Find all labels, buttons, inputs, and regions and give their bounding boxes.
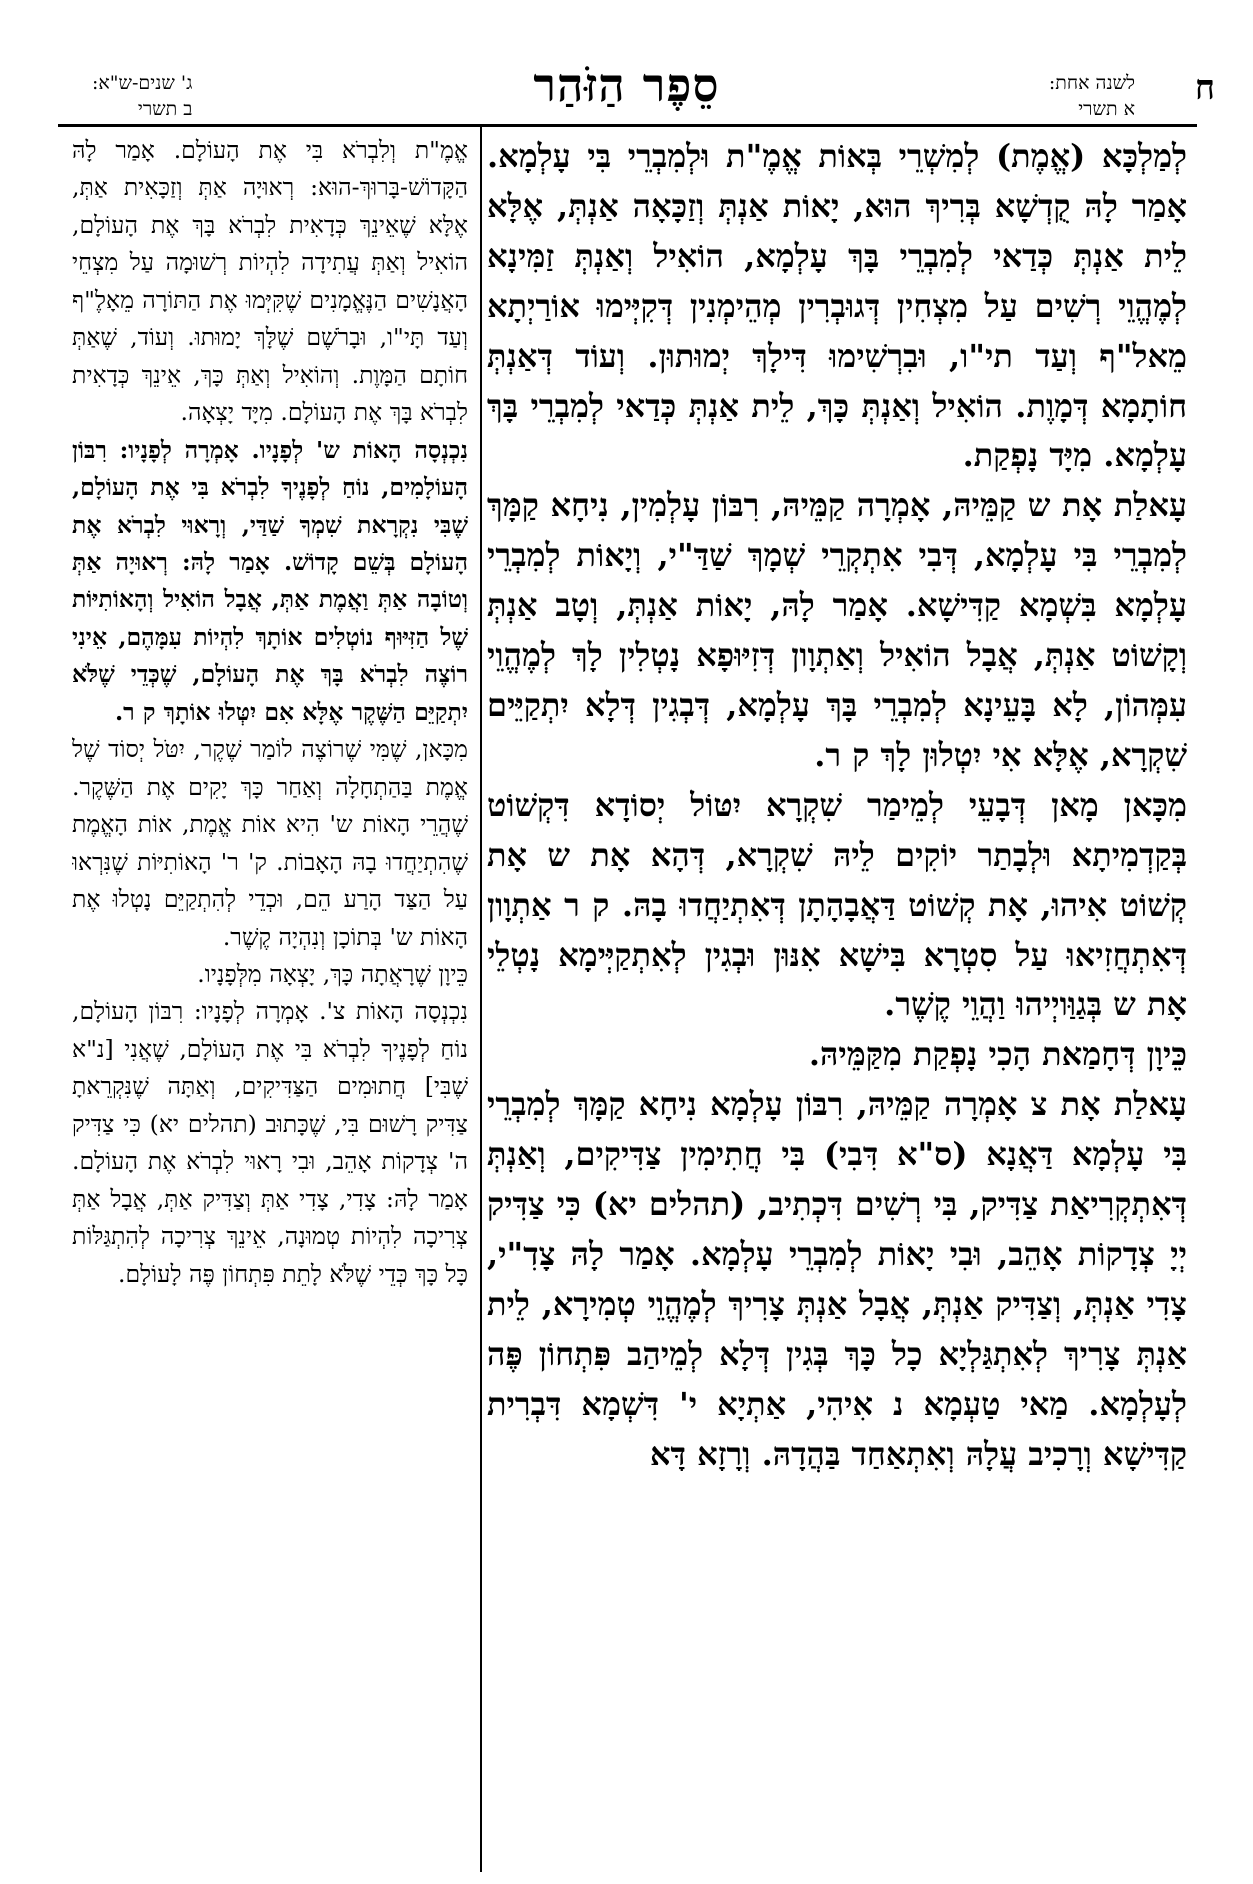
header-right-line2: א תשרי	[1078, 98, 1135, 120]
translation-paragraph: נִכְנְסָה הָאוֹת ש' לְפָנָיו. אָמְרָה לְפָנָיו: רִבּוֹן הָעוֹלָמִים, נוֹחַ לְפָנֶיךָ לִבְרֹא בִּי אֶת הָעוֹלָם, שֶׁבִּי נִקְרָאת שִׁמְךָ שַׁדַּי, וְרָאוּי לִבְרֹא אֶת הָעוֹלָם בְּשֵׁם קָדוֹשׁ. אָמַר לָהּ: רְאוּיָה אַתְּ וְטוֹבָה אַתְּ וַאֲמֶת אַתְּ, אֲבָל הוֹאִיל וְהָאוֹתִיּוֹת שֶׁל הַזִּיּוּף נוֹטְלִים אוֹתָךְ לִהְיוֹת עִמָּהֶם, אֵינִי רוֹצֶה לִבְרֹא בָּךְ אֶת הָעוֹלָם, שֶׁכְּדֵי שֶׁלֹּא יִתְקַיֵּם הַשֶּׁקֶר אֶלָּא אִם יִטְּלוּ אוֹתָךְ ק ר.	[72, 435, 468, 726]
translation-paragraph: נִכְנְסָה הָאוֹת צ'. אָמְרָה לְפָנָיו: רִבּוֹן הָעוֹלָם, נוֹחַ לְפָנֶיךָ לִבְרֹא בִּי אֶת הָעוֹלָם, שֶׁאֲנִי [נ"א שֶׁבִּי] חֲתוּמִים הַצַּדִּיקִים, וְאַתָּה שֶׁנִּקְרֵאתָ צַדִּיק רָשׁוּם בִּי, שֶׁכָּתוּב (תהלים יא) כִּי צַדִּיק ה' צְדָקוֹת אָהֵב, וּבִי רָאוּי לִבְרֹא אֶת הָעוֹלָם. אָמַר לָהּ: צָדִי, צָדִי אַתְּ וְצַדִּיק אַתְּ, אֲבָל אַתְּ צְרִיכָה לִהְיוֹת טְמוּנָה, אֵינֵךְ צְרִיכָה לְהִתְגַּלּוֹת כָּל כָּךְ כְּדֵי שֶׁלֹּא לָתֵת פִּתְחוֹן פֶּה לָעוֹלָם.	[72, 997, 468, 1288]
translation-paragraph: כֵּיוָן שֶׁרָאֲתָה כָּךְ, יָצְאָה מִלְּפָנָיו.	[197, 959, 468, 988]
book-title: סֵפֶר הַזֹּהַר	[533, 58, 720, 112]
aramaic-text-column	[487, 132, 1187, 1872]
header-left-reading-schedule	[92, 70, 192, 122]
main-paragraph: עָאלַת אָת צ אָמְרָה קַמֵּיהּ, רִבּוֹן עָלְמָא נִיחָא קַמָּךְ לְמִבְרֵי בִּי עָלְמָא דַּאֲנָא (ס"א דִּבִי) בִּי חֲתִימִין צַדִּיקִים, וְאַנְתְּ דְּאִתְקְרִיאַת צַדִּיק, בִּי רְשִׁים דִּכְתִיב, (תהלים יא) כִּי צַדִּיק יְיָ צְדָקוֹת אָהֵב, וּבִי יָאוֹת לְמִבְרֵי עָלְמָא. אָמַר לָהּ צָדִ"י, צָדִי אַנְתְּ, וְצַדִּיק אַנְתְּ, אֲבָל אַנְתְּ צָרִיךְ לְמֶהֱוֵי טְמִירָא, לֵית אַנְתְּ צָרִיךְ לְאִתְגַּלְיָא כָל כָּךְ בְּגִין דְּלָא לְמֵיהַב פִּתְחוֹן פֶּה לְעָלְמָא. מַאי טַעְמָא נ אִיהִי, אַתְיָא י' דִּשְׁמָא דִּבְרִית קַדִּישָׁא וְרָכִיב עֲלָהּ וְאִתְאַחַד בַּהֲדָהּ. וְרָזָא דָּא	[487, 1085, 1187, 1473]
main-paragraph: עָאלַת אָת ש קַמֵּיהּ, אָמְרָה קַמֵּיהּ, רִבּוֹן עָלְמִין, נִיחָא קַמָּךְ לְמִבְרֵי בִּי עָלְמָא, דְּבִי אִתְקְרֵי שְׁמָךְ שַׁדַּ"י, וְיָאוֹת לְמִבְרֵי עָלְמָא בִּשְׁמָא קַדִּישָׁא. אָמַר לָהּ, יָאוֹת אַנְתְּ, וְטָב אַנְתְּ וְקָשׁוֹט אַנְתְּ, אֲבָל הוֹאִיל וְאַתְוָון דְּזִיּוּפָא נָטְלִין לָךְ לְמֶהֱוֵי עִמְּהוֹן, לָא בָּעֵינָא לְמִבְרֵי בָּךְ עָלְמָא, דְּבְגִין דְּלָא יִתְקַיֵּים שִׁקְרָא, אֶלָּא אִי יִטְלוּן לָךְ ק ר.	[487, 486, 1187, 774]
main-paragraph: מִכָּאן מָאן דְּבָעֵי לְמֵימַר שִׁקְרָא יִטּוֹל יְסוֹדָא דִּקְשׁוֹט בְּקַדְמִיתָא וּלְבָתַר יוֹקִים לֵיהּ שִׁקְרָא, דְּהָא אָת ש אָת קְשׁוֹט אִיהוּ, אָת קְשׁוֹט דַּאֲבָהָתָן דְּאִתְיַחֲדוּ בָהּ. ק ר אַתְוָון דְּאִתְחֲזִיאוּ עַל סִטְרָא בִּישָׁא אִנּוּן וּבְגִין לְאִתְקַיְּימָא נָטְלֵי אָת ש בְּגַוַּויְיהוּ וַהֲוֵי קֶשֶׁר.	[487, 785, 1187, 1024]
header-right-line1: לשנה אחת:	[1048, 72, 1135, 94]
main-paragraph: לְמַלְכָּא (אֱמֶת) לְמִשְׁרֵי בְּאוֹת אֱמֶ"ת וּלְמִבְרֵי בִּי עָלְמָא. אָמַר לָהּ קֻדְשָׁא בְּרִיךְ הוּא, יָאוֹת אַנְתְּ וְזַכָּאָה אַנְתְּ, אֶלָּא לֵית אַנְתְּ כְּדַאי לְמִבְרֵי בָּךְ עָלְמָא, הוֹאִיל וְאַנְתְּ זַמִּינָא לְמֶהֱוֵי רְשִׁים עַל מִצְחִין דְּגוּבְרִין מְהֵימְנִין דְּקִיְּימוּ אוֹרַיְתָא מֵאל"ף וְעַד תי"ו, וּבִרְשִׁימוּ דִּילָךְ יְמוּתוּן. וְעוֹד דְּאַנְתְּ חוֹתָמָא דְּמָוֶת. הוֹאִיל וְאַנְתְּ כָּךְ, לֵית אַנְתְּ כְּדַאי לְמִבְרֵי בָּךְ עָלְמָא. מִיָּד נָפְקַת.	[487, 137, 1187, 475]
column-divider	[480, 127, 482, 1872]
page-number: ח	[1194, 68, 1215, 108]
hebrew-translation-column	[72, 132, 468, 1872]
header-left-line1: ג' שנים-ש"א:	[92, 72, 193, 94]
translation-paragraph: מִכָּאן, שֶׁמִּי שֶׁרוֹצֶה לוֹמַר שֶׁקֶר, יִטֹּל יְסוֹד שֶׁל אֱמֶת בַּהַתְחָלָה וְאַחַר כָּךְ יָקִים אֶת הַשֶּׁקֶר. שֶׁהֲרֵי הָאוֹת ש' הִיא אוֹת אֱמֶת, אוֹת הָאֱמֶת שֶׁהִתְיַחֲדוּ בָהּ הָאָבוֹת. ק' ר' הָאוֹתִיּוֹת שֶׁנִּרְאוּ עַל הַצַּד הָרַע הֵם, וּכְדֵי לְהִתְקַיֵּם נָטְלוּ אֶת הָאוֹת ש' בְּתוֹכָן וְנִהְיָה קֶשֶׁר.	[72, 735, 468, 951]
header-left-line2: ב תשרי	[137, 98, 193, 120]
header-rule	[58, 124, 1197, 127]
translation-paragraph: אֱמֶ"ת וְלִבְרֹא בִּי אֶת הָעוֹלָם. אָמַר לָהּ הַקָּדוֹשׁ-בָּרוּךְ-הוּא: רְאוּיָה אַתְּ וְזַכָּאִית אַתְּ, אֶלָּא שֶׁאֵינֵךְ כְּדָאִית לִבְרֹא בָּךְ אֶת הָעוֹלָם, הוֹאִיל וְאַתְּ עֲתִידָה לִהְיוֹת רְשׁוּמָה עַל מִצְחֵי הָאֲנָשִׁים הַנֶּאֱמָנִים שֶׁקִּיְּמוּ אֶת הַתּוֹרָה מֵאָלֶ"ף וְעַד תָּי"ו, וּבָרֹשֶׁם שֶׁלָּךְ יָמוּתוּ. וְעוֹד, שֶׁאַתְּ חוֹתָם הַמָּוֶת. וְהוֹאִיל וְאַתְּ כָּךְ, אֵינֵךְ כְּדָאִית לִבְרֹא בָּךְ אֶת הָעוֹלָם. מִיָּד יָצְאָה.	[72, 136, 468, 427]
main-paragraph: כֵּיוָן דְּחָמַאת הָכִי נָפְקַת מִקַּמֵּיהּ.	[808, 1035, 1187, 1074]
